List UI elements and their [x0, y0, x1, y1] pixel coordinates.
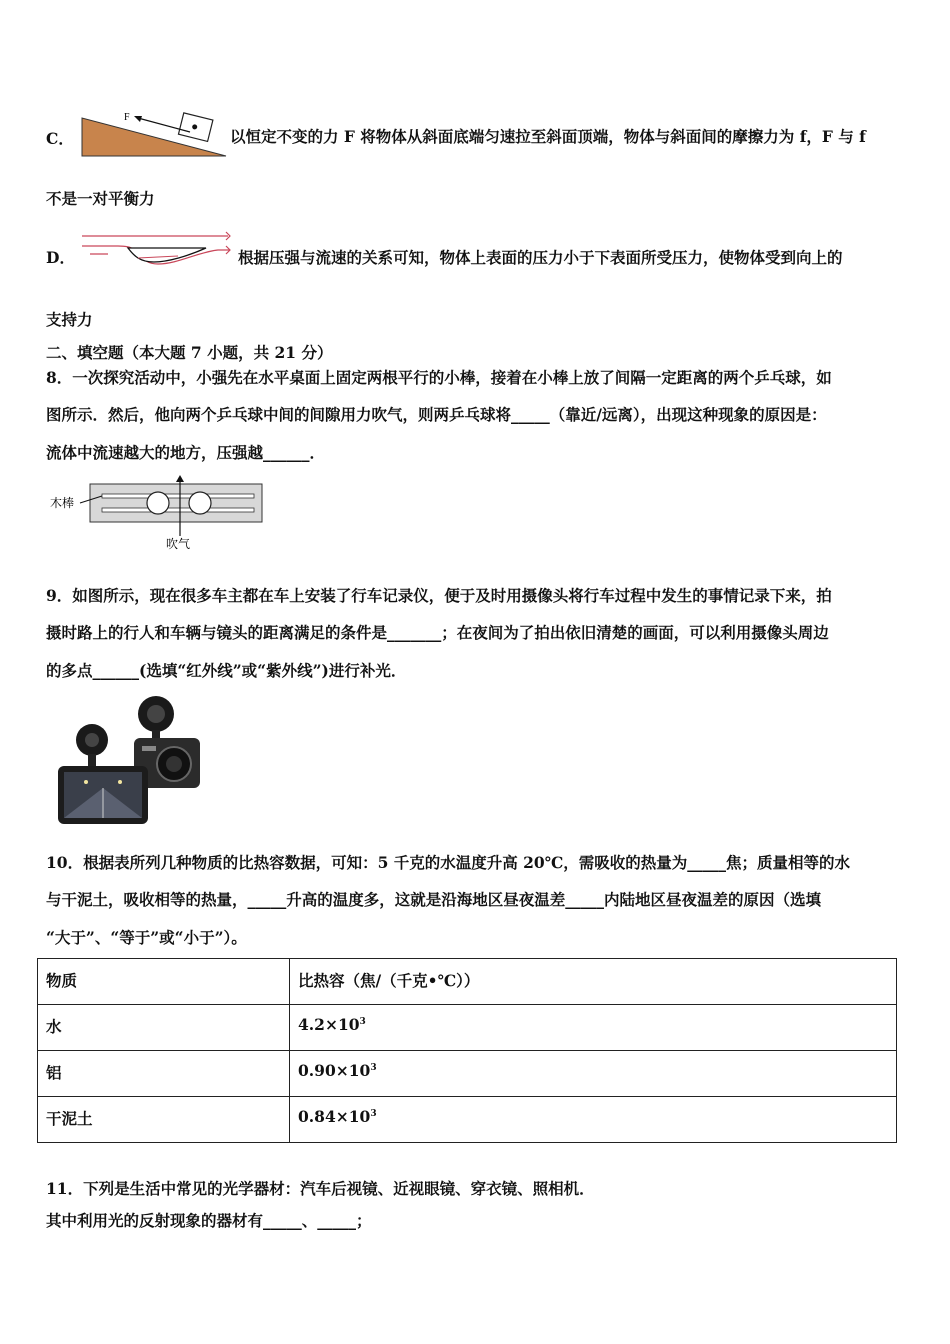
table-header-heat-capacity: 比热容（焦/（千克•℃））: [290, 959, 897, 1005]
option-c-text-line1: 以恒定不变的力 F 将物体从斜面底端匀速拉至斜面顶端，物体与斜面间的摩擦力为 f，F 与 f: [230, 127, 866, 146]
table-cell-value: $4.2\times 10^3$: [290, 1005, 897, 1051]
dashcam-image: [56, 694, 202, 828]
blow-label: 吹气: [166, 537, 191, 551]
option-d-text-line1: 根据压强与流速的关系可知，物体上表面的压力小于下表面所受压力，使物体受到向上的: [238, 248, 843, 267]
table-cell-value: $0.84\times 10^3$: [290, 1097, 897, 1143]
table-cell-substance: 水: [38, 1005, 290, 1051]
table-row: [38, 1051, 897, 1097]
option-d-label: D．: [46, 248, 75, 267]
table-cell-value: $0.90\times 10^3$: [290, 1051, 897, 1097]
airflow-figure: [78, 226, 236, 282]
q8-line3: 流体中流速越大的地方，压强越______．: [46, 443, 326, 462]
table-row: [38, 1097, 897, 1143]
option-c-text-line2: 不是一对平衡力: [46, 189, 155, 208]
section2-heading: 二、填空题（本大题 7 小题，共 21 分）: [46, 343, 333, 362]
specific-heat-table: [37, 958, 897, 1143]
incline-figure: [80, 110, 230, 160]
table-row: [38, 1005, 897, 1051]
option-c-label: C．: [46, 129, 74, 148]
table-cell-substance: 铝: [38, 1051, 290, 1097]
q11-line2: 其中利用光的反射现象的器材有_____、_____；: [46, 1211, 372, 1230]
q9-line3: 的多点______(选填“红外线”或“紫外线”)进行补光．: [46, 661, 407, 680]
table-cell-substance: 干泥土: [38, 1097, 290, 1143]
q9-line1: 9．如图所示，现在很多车主都在车上安装了行车记录仪，便于及时用摄像头将行车过程中发生的事情记录下来，拍: [46, 586, 832, 605]
table-header-substance: 物质: [38, 959, 290, 1005]
q10-line1: 10．根据表所列几种物质的比热容数据，可知：5 千克的水温度升高 20℃，需吸收的热量为_____焦；质量相等的水: [46, 853, 851, 872]
q9-line2: 摄时路上的行人和车辆与镜头的距离满足的条件是_______；在夜间为了拍出依旧清楚的画面，可以利用摄像头周边: [46, 623, 829, 642]
q11-line1: 11．下列是生活中常见的光学器材：汽车后视镜、近视眼镜、穿衣镜、照相机．: [46, 1179, 595, 1198]
force-label-f: F: [124, 112, 130, 123]
stick-label: 木棒: [50, 496, 75, 510]
ping-pong-figure: [44, 474, 270, 552]
table-header-row: [38, 959, 897, 1005]
q8-line1: 8．一次探究活动中，小强先在水平桌面上固定两根平行的小棒，接着在小棒上放了间隔一定距离的两个乒乓球，如: [46, 368, 832, 387]
q8-line2: 图所示．然后，他向两个乒乓球中间的间隙用力吹气，则两乒乓球将_____（靠近/远离），出现这种现象的原因是：: [46, 405, 827, 424]
q10-line2: 与干泥土，吸收相等的热量，_____升高的温度多，这就是沿海地区昼夜温差_____内陆地区昼夜温差的原因（选填: [46, 890, 822, 909]
q10-line3: “大于”、“等于”或“小于”）。: [46, 928, 247, 947]
option-d-text-line2: 支持力: [46, 310, 93, 329]
